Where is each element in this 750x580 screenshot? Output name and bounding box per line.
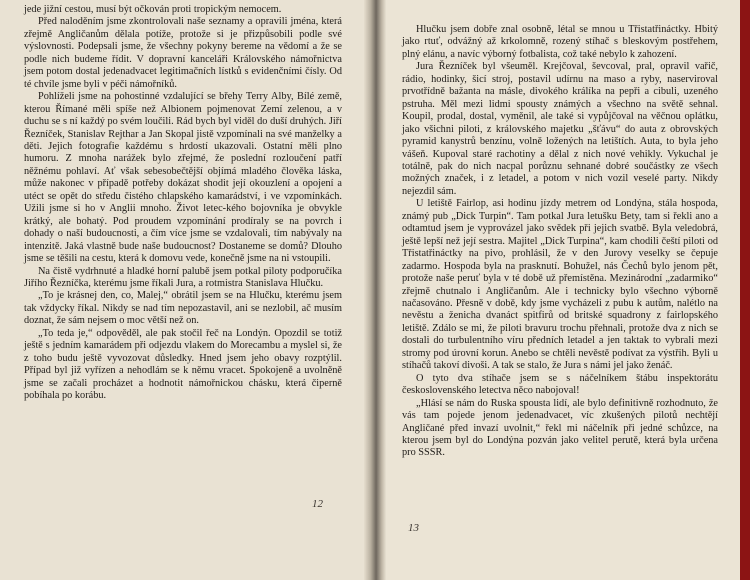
paragraph: „To je krásnej den, co, Malej,“ obrátil jsem se na Hlučku, kterému jsem tak vždycky říkal. Nikdy se nad tím nepozastavil, ani se nezlobil, ač musím doznat, že sám nejsem o moc větší než on. bbox=[24, 290, 342, 327]
book-gutter bbox=[364, 0, 386, 580]
right-book-page bbox=[378, 0, 740, 580]
left-book-page bbox=[0, 0, 370, 580]
right-page-text bbox=[402, 24, 718, 460]
paragraph: Hlučku jsem dobře znal osobně, létal se mnou u Třistatřináctky. Hbitý jako rtuť, odvážný až krkolomně, rozený stíhač s bleskovým postřehem, plný elánu, a navíc výborný fotbalista, což také nebylo k zahození. bbox=[402, 24, 718, 60]
paragraph: Jura Řezníček byl všeuměl. Krejčoval, ševcoval, pral, opravil vařič, rádio, hodinky, šicí stroj, postavil udírnu na maso a ryby, naserviroval prvotřídně bažanta na másle, divokého králíka na pepři a cibuli, uzeného pstruha. Měl mezi lidmi spousty známých a všechno na světě sehnal. Koupil, prodal, dostal, vyměnil, ale také si vypůjčoval na věčnou oplátku, jako všichni piloti, z královského majetku „šťávu“ do auta z obrovských pyramid kanystrů benzínu, volně ložených na letištích. Auta, to byla jeho vášeň. Kupoval staré rachotiny a dělal z nich nové vehikly. Vykuchal je totálně, pak do nich nacpal porůznu sehnané dobré součástky ze všech možných značek, i z letadel, a potom v nich vozil veselé party. Nikdy nejezdil sám. bbox=[402, 61, 718, 197]
paragraph: U letiště Fairlop, asi hodinu jízdy metrem od Londýna, stála hospoda, známý pub „Dick Turpin“. Tam potkal Jura letušku Bety, tam si řekli ano a odtamtud jsem je vyprovázel jako svědek při jejich svatbě. Byla veledobrá, ještě lepší než její sestra. Majitel „Dick Turpina“, kam chodili čeští piloti od Třistatřináctky na pivo, prohlásil, že v den Jurovy veselky se čepuje zadarmo. Hospoda byla na prasknutí. Bohužel, nás Čechů bylo jenom pět, protože naše peruť byla v té době už přemístěna. Mezinárodní „zadarmiko“ zřejmě chutnalo i Angličanům. Ale i technicky bylo všechno výborně načasováno. Přesně v době, kdy jsme vycházeli z pubu k autům, nalétlo na nevěstu a ženicha dvanáct spitfirů od britské squadrony z fairlopského letiště. Zdálo se mi, že piloti bravuru trochu přehnali, protože dva z nich se dostali do turbulentního víru předních letadel a jen taktak to vybrali mezi stromy pod úrovní korun. Anebo se chtěli nevěstě podívat za výstřih. Byli u stíhačů takoví divoši. A tak se stalo, že Jura s námi jel jako ženáč. bbox=[402, 198, 718, 372]
page-number: 13 bbox=[408, 522, 419, 534]
page-number: 12 bbox=[312, 498, 323, 510]
paragraph: O tyto dva stíhače jsem se s náčelníkem štábu inspektorátu československého letectva něco nabojoval! bbox=[402, 372, 718, 397]
paragraph: Na čistě vydrhnuté a hladké horní palubě jsem potkal piloty podporučíka Jiřího Řezníčka, kterému jsme říkali Jura, a rotmistra Stanislava Hlučku. bbox=[24, 265, 342, 289]
paragraph: Před naloděním jsme zkontrolovali naše seznamy a opravili jména, která zřejmě Angličanům dělala potíže, protože si je přizpůsobili podle své výslovnosti. Podepsali jsme, že všechny pokyny bereme na vědomí a že se podle nich budeme řídit. V dopravní kanceláři Královského námořnictva jsem potom dostal jedenadvacet legitimačních lístků s evidenčními čísly. Od té chvíle jsme byli v péči námořníků. bbox=[24, 16, 342, 90]
paragraph: „To teda je,“ odpověděl, ale pak stočil řeč na Londýn. Opozdil se totiž ještě s jedním kamarádem při odjezdu vlakem do Morecambu a myslel si, že z toho budu ještě vyvozovat důsledky. Hned jsem jeho obavy rozptýlil. Případ byl již vyřízen a nehodlám se k němu vracet. Spokojeně a uvolněně jsme se začali procházet a hodnotit námořnickou chásku, která čiperně pobíhala po korábu. bbox=[24, 327, 342, 402]
paragraph: Pohlíželi jsme na pohostinné vzdalující se břehy Terry Alby, Bílé země, kterou Římané měli spíše než Albionem pojmenovat Zemí zelenou, a v duchu se s ní každý po svém loučili. Rád bych byl viděl do duší druhých. Jiří Řezníček, Stanislav Rejthar a Jan Skopal jistě vzpomínali na své manželky a děti. Jejich fotografie každému s hrdostí ukazovali. Ostatní měli plno humoru. Z mnoha narážek bylo zřejmé, že poslední rozloučení patří něžnému pohlaví. Ať však sebesobečtější objímá mladého člověka láska, může nakonec v případě potřeby dokázat shodit její okouzlení a opojení a utéct se opět do středu čistého chlapského kamarádství, i ve vzpomínkách. Užili jsme si ho v Anglii mnoho. Život letec-kého bojovníka je obvykle krátký, ale bohatý. Pod proudem vzpomínání prodíraly se na povrch i dohady o naší budoucnosti, a čím více jsme se vzdalovali, tím nabývaly na intenzitě. Jaká vlastně bude naše budoucnost? Dostaneme se domů? Dlouho jsme se těšili na cestu, která k domovu vede, konečně jsme na ni vstoupili. bbox=[24, 91, 342, 265]
left-page-text bbox=[24, 4, 342, 403]
book-cover-edge bbox=[740, 0, 750, 580]
paragraph: jede jižní cestou, musí být očkován proti tropickým nemocem. bbox=[24, 4, 282, 15]
paragraph: „Hlásí se nám do Ruska spousta lidí, ale bylo definitivně rozhodnuto, že vás tam pojede jenom jedenadvacet, víc zkušených pilotů nechtějí Angličané před invazí uvolnit,“ řekl mi náčelník při jedné schůzce, na kterou jsem byl do Londýna pozván jako velitel perutě, která byla určena pro SSSR. bbox=[402, 397, 718, 459]
